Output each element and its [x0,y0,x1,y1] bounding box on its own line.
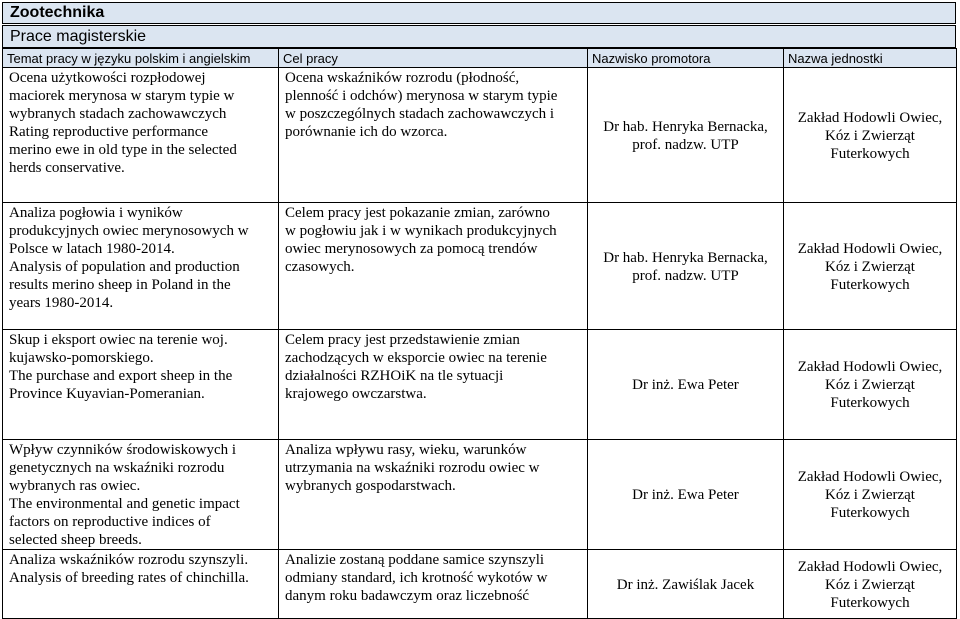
table-header-row [3,49,957,68]
topic-text-line: wybranych ras owiec. [9,478,141,494]
topic-text-line: produkcyjnych owiec merynosowych w [9,223,249,239]
cell-goal [279,330,588,440]
table-row [3,440,957,550]
goal-text-line: czasowych. [285,259,355,275]
goal-text-line: plenność i odchów) merynosa w starym typie [285,88,558,104]
goal-text-line: utrzymania na wskaźniki rozrodu owiec w [285,460,540,476]
thesis-topics-table [2,48,957,619]
unit-text-line: Zakład Hodowli Owiec, [797,558,943,575]
unit-text-line: Kóz i Zwierząt [825,258,915,275]
topic-text-line: Analiza wskaźników rozrodu szynszyli. [9,552,249,568]
topic-text-line: maciorek merynosa w starym typie w [9,88,235,104]
goal-text-line: Celem pracy jest pokazanie zmian, zarówno [285,205,550,221]
topic-text-line: wybranych stadach zachowawczych [9,106,227,122]
topic-text-line: Polsce w latach 1980-2014. [9,241,175,257]
goal-text-line: zachodzących w eksporcie owiec na terenie [285,350,547,366]
column-header-topic: Temat pracy w języku polskim i angielskim [3,49,279,68]
goal-text-line: w pogłowiu jak i w wynikach produkcyjnych [285,223,557,239]
topic-text-line: Ocena użytkowości rozpłodowej [9,70,206,86]
unit-text-line: Zakład Hodowli Owiec, [797,469,943,485]
topic-text-line: herds conservative. [9,160,125,176]
topic-text-line: genetycznych na wskaźniki rozrodu [9,460,225,476]
cell-unit [784,330,957,440]
cell-goal [279,203,588,330]
cell-unit [784,550,957,619]
topic-text-line: Analiza pogłowia i wyników [9,205,183,221]
cell-promoter [588,203,784,330]
promoter-text-line: Dr inż. Zawiślak Jacek [616,576,755,593]
unit-text-line: Zakład Hodowli Owiec, [797,109,943,126]
goal-text-line: porównanie ich do wzorca. [285,124,448,140]
goal-text-line: Celem pracy jest przedstawienie zmian [285,332,520,348]
goal-text-line: odmiany standard, ich krotność wykotów w [285,570,548,586]
promoter-text-line: Dr inż. Ewa Peter [632,377,739,393]
faculty-title: Zootechnika [2,2,956,24]
topic-text-line: years 1980-2014. [9,295,114,311]
topic-text-line: Analysis of population and production [9,259,240,275]
cell-topic [3,550,279,619]
cell-topic [3,203,279,330]
unit-text-line: Futerkowych [830,505,910,521]
column-header-goal: Cel pracy [279,49,588,68]
section-title: Prace magisterskie [2,25,956,48]
goal-text-line: krajowego owczarstwa. [285,386,427,402]
cell-unit [784,203,957,330]
promoter-text-line: Dr hab. Henryka Bernacka, [603,249,768,266]
topic-text-line: results merino sheep in Poland in the [9,277,231,293]
table-row [3,203,957,330]
goal-text-line: danym roku badawczym oraz liczebność [285,588,530,604]
unit-text-line: Futerkowych [830,276,910,293]
table-row [3,68,957,203]
goal-text-line: Ocena wskaźników rozrodu (płodność, [285,70,520,86]
goal-text-line: owiec merynosowych za pomocą trendów [285,241,538,257]
topic-text-line: Wpływ czynników środowiskowych i [9,442,237,458]
topic-text-line: Rating reproductive performance [9,124,209,140]
goal-text-line: w poszczególnych stadach zachowawczych i [285,106,555,122]
topic-text-line: Skup i eksport owiec na terenie woj. [9,332,228,348]
cell-unit [784,68,957,203]
table-row [3,550,957,619]
cell-promoter [588,68,784,203]
promoter-text-line: prof. nadzw. UTP [632,136,739,153]
unit-text-line: Futerkowych [830,145,910,162]
cell-unit [784,440,957,550]
promoter-text-line: prof. nadzw. UTP [632,267,739,284]
topic-text-line: selected sheep breeds. [9,532,142,548]
goal-text-line: działalności RZHOiK na tle sytuacji [285,368,504,384]
promoter-text-line: Dr hab. Henryka Bernacka, [603,118,768,135]
cell-topic [3,440,279,550]
unit-text-line: Kóz i Zwierząt [825,127,915,144]
cell-promoter [588,440,784,550]
unit-text-line: Kóz i Zwierząt [825,576,915,593]
cell-topic [3,68,279,203]
table-row [3,330,957,440]
topic-text-line: The purchase and export sheep in the [9,368,233,384]
topic-text-line: merino ewe in old type in the selected [9,142,237,158]
cell-goal [279,68,588,203]
unit-text-line: Futerkowych [830,594,910,611]
goal-text-line: Analizie zostaną poddane samice szynszyli [285,552,545,568]
unit-text-line: Kóz i Zwierząt [825,377,915,393]
cell-goal [279,440,588,550]
cell-topic [3,330,279,440]
promoter-text-line: Dr inż. Ewa Peter [632,487,739,503]
topic-text-line: The environmental and genetic impact [9,496,240,512]
topic-text-line: Province Kuyavian-Pomeranian. [9,386,205,402]
goal-text-line: wybranych gospodarstwach. [285,478,456,494]
unit-text-line: Zakład Hodowli Owiec, [797,240,943,257]
topic-text-line: Analysis of breeding rates of chinchilla. [9,570,249,586]
topic-text-line: factors on reproductive indices of [9,514,211,530]
cell-goal [279,550,588,619]
column-header-promoter: Nazwisko promotora [588,49,784,68]
unit-text-line: Zakład Hodowli Owiec, [797,359,943,375]
goal-text-line: Analiza wpływu rasy, wieku, warunków [285,442,527,458]
unit-text-line: Futerkowych [830,395,910,411]
unit-text-line: Kóz i Zwierząt [825,487,915,503]
topic-text-line: kujawsko-pomorskiego. [9,350,154,366]
cell-promoter [588,330,784,440]
column-header-unit: Nazwa jednostki [784,49,957,68]
cell-promoter [588,550,784,619]
